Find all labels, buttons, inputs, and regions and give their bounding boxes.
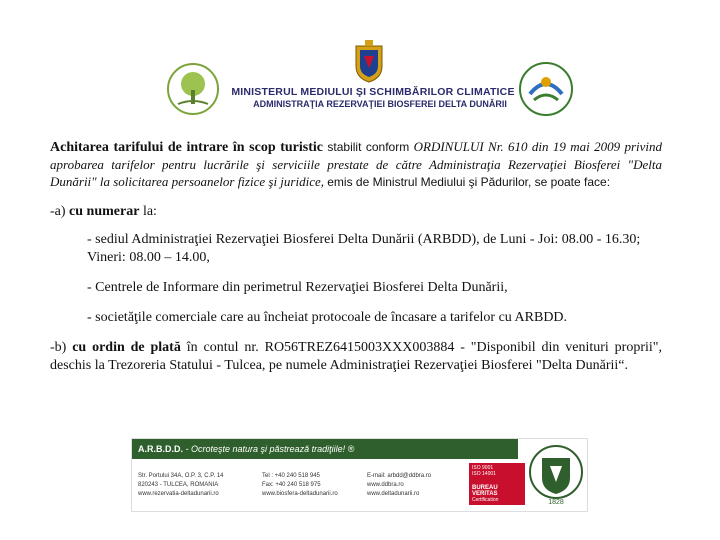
website-line: www.biosfera-deltadunarii.ro [262, 491, 338, 497]
document-body [50, 138, 662, 375]
seal-year: 1828 [548, 499, 564, 506]
address-line-1: Str. Portului 34A, O.P. 3, C.P. 14 [138, 473, 224, 479]
list-item: - societăţile comerciale care au încheiat protocoale de încasare a tarifelor cu ARBDD. [87, 310, 568, 325]
website-line-2: www.ddbra.ro [367, 482, 404, 488]
website-line-3: www.deltadunarii.ro [367, 491, 420, 497]
ministry-name: MINISTERUL MEDIULUI ŞI SCHIMBĂRILOR CLIMATICE [231, 86, 515, 98]
delta-biosphere-logo-icon [518, 60, 574, 118]
email-line: E-mail: arbdd@ddbra.ro [367, 473, 432, 479]
footer-letterhead [131, 438, 588, 512]
iso-14001: ISO 14001 [472, 471, 496, 477]
banner-org: A.R.B.D.D. [138, 444, 183, 454]
address-line-3: www.rezervatia-deltadunarii.ro [138, 491, 219, 497]
cash-prefix: -a) [50, 204, 66, 219]
cash-suffix: la: [142, 204, 157, 219]
payment-prefix: -b) [50, 340, 67, 355]
iso-certification-badge [469, 463, 525, 505]
administration-name: ADMINISTRAŢIA REZERVAŢIEI BIOSFEREI DELTA DUNĂRII [253, 99, 507, 109]
certification-label: Certification [472, 497, 499, 503]
footer-banner [132, 439, 518, 459]
intro-order-text: ORDINULUI Nr. 610 din 19 mai 2009 privind aprobarea tarifelor pentru lucrările şi serviciile prestate de către Administraţia Rezervaţiei Biosferei "Delta Dunării" la solicitarea persoanelor fizice şi juridice, [50, 139, 663, 189]
iso-9001: ISO 9001 [472, 465, 494, 471]
list-item: - Centrele de Informare din perimetrul Rezervaţiei Biosferei Delta Dunării, [87, 280, 508, 295]
cash-paragraph [50, 203, 662, 221]
payment-paragraph [50, 339, 662, 375]
intro-text-1: stabilit conform [327, 140, 410, 154]
cash-bold: cu numerar [69, 204, 140, 219]
payment-bold: cu ordin de plată [72, 340, 181, 355]
bureau-veritas: BUREAU VERITAS [472, 485, 498, 497]
list-item: - sediul Administraţiei Rezervaţiei Biosferei Delta Dunării (ARBDD), de Luni - Joi: 08.00 - 16.30; Vineri: 08.00 – 14.00, [87, 232, 641, 265]
tree-logo-icon [166, 62, 220, 116]
address-line-2: 820243 - TULCEA, ROMANIA [138, 482, 219, 488]
intro-paragraph [50, 138, 662, 191]
intro-text-2: emis de Ministrul Mediului şi Pădurilor, se poate face: [327, 175, 611, 189]
coat-of-arms-icon [350, 38, 388, 84]
letterhead [160, 38, 580, 118]
payment-text: în contul nr. RO56TREZ6415003XXX003884 - "Disponibil din venituri proprii", deschis la Trezoreria Statului - Tulcea, pe numele Administraţiei Rezervaţiei Biosferei "Delta Dunării“. [50, 340, 663, 373]
banner-motto: - Ocroteşte natura şi păstrează tradiţiile! ® [185, 444, 355, 454]
county-seal-icon [528, 442, 584, 508]
phone-line: Tel : +40 240 518 945 [262, 473, 320, 479]
fax-line: Fax: +40 240 518 975 [262, 482, 321, 488]
intro-bold-text: Achitarea tarifului de intrare în scop turistic [50, 140, 323, 155]
